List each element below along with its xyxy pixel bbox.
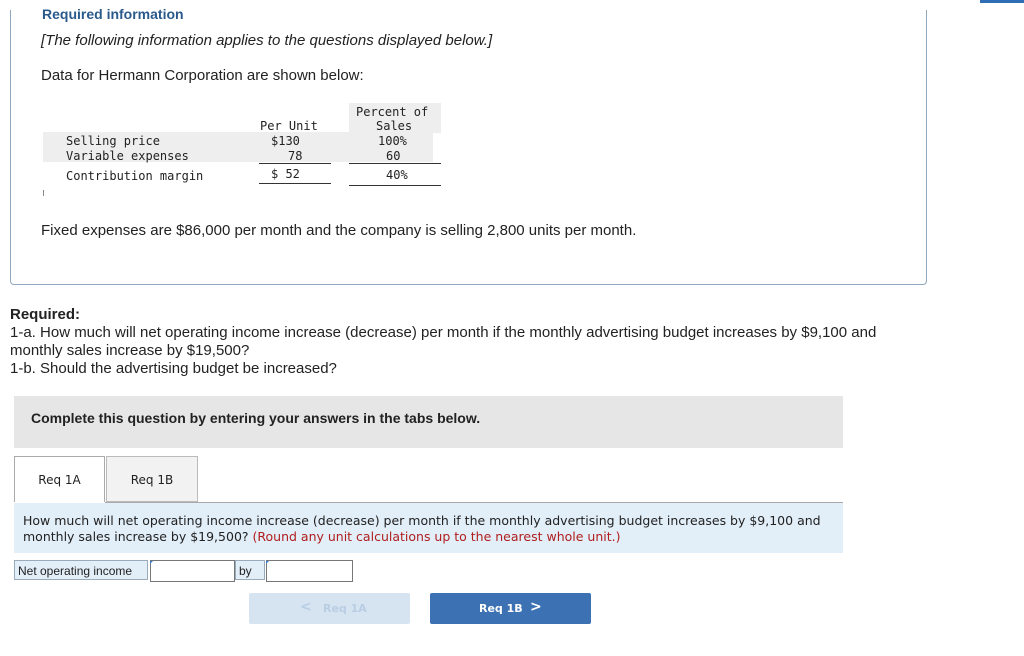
tab-req-1b[interactable] — [106, 456, 198, 502]
row-percent: 40% — [386, 168, 408, 182]
row-per-unit: $ 52 — [271, 167, 300, 181]
top-accent-bar — [980, 0, 1024, 3]
chevron-left-icon: < — [300, 599, 312, 615]
question-text — [23, 513, 823, 545]
row-percent: 60 — [386, 149, 401, 163]
input-flag-icon — [266, 561, 269, 564]
table-left-bar — [43, 190, 44, 196]
chevron-right-icon: > — [530, 599, 542, 615]
info-heading: Required information — [42, 6, 184, 22]
row-label: Selling price — [66, 134, 160, 148]
row-per-unit: $130 — [271, 134, 300, 148]
col-header-percent-2: Sales — [376, 119, 413, 133]
rounding-hint: (Round any unit calculations up to the nearest whole unit.) — [252, 529, 621, 544]
question-body: How much will net operating income increase (decrease) per month if the monthly advertising budget increases by $9,100 and monthly sales increase by $19,500? — [23, 513, 821, 544]
row-label: Variable expenses — [66, 149, 189, 163]
question-panel — [14, 503, 843, 553]
by-label-text: by — [239, 564, 252, 578]
input-flag-icon — [150, 561, 153, 564]
row-label: Contribution margin — [66, 169, 204, 183]
subtotal-rule — [259, 163, 331, 164]
next-button-label: Req 1B — [479, 602, 523, 615]
tab-label: Req 1A — [38, 473, 81, 487]
total-rule — [349, 185, 441, 186]
prev-button-label: Req 1A — [323, 602, 367, 615]
info-note: [The following information applies to the questions displayed below.] — [41, 32, 493, 49]
prev-req-button[interactable] — [249, 593, 410, 624]
col-header-per-unit: Per Unit — [260, 119, 318, 133]
row-percent: 100% — [378, 134, 407, 148]
required-title: Required: — [10, 306, 81, 323]
next-req-button[interactable] — [430, 593, 591, 624]
info-intro: Data for Hermann Corporation are shown below: — [41, 67, 364, 84]
instruction-text: Complete this question by entering your answers in the tabs below. — [31, 410, 481, 426]
fixed-expenses-text: Fixed expenses are $86,000 per month and the company is selling 2,800 units per month. — [41, 222, 637, 239]
subtotal-rule — [349, 163, 441, 164]
amount-input[interactable] — [266, 560, 353, 582]
by-label — [235, 560, 265, 580]
tab-req-1a[interactable] — [14, 456, 105, 502]
answer-label — [14, 560, 148, 580]
required-block — [10, 306, 910, 378]
row-per-unit: 78 — [288, 149, 303, 163]
question-1a: 1-a. How much will net operating income increase (decrease) per month if the monthly advertising budget increases by $9,100 and monthly sales increase by $19,500? — [10, 324, 877, 359]
total-rule — [259, 183, 331, 184]
data-table — [43, 93, 443, 191]
col-header-percent-1: Percent of — [356, 105, 429, 119]
question-1b: 1-b. Should the advertising budget be increased? — [10, 360, 337, 377]
direction-input[interactable] — [150, 560, 235, 582]
answer-label-text: Net operating income — [18, 564, 133, 578]
tab-label: Req 1B — [130, 473, 174, 487]
instruction-banner — [14, 396, 843, 448]
